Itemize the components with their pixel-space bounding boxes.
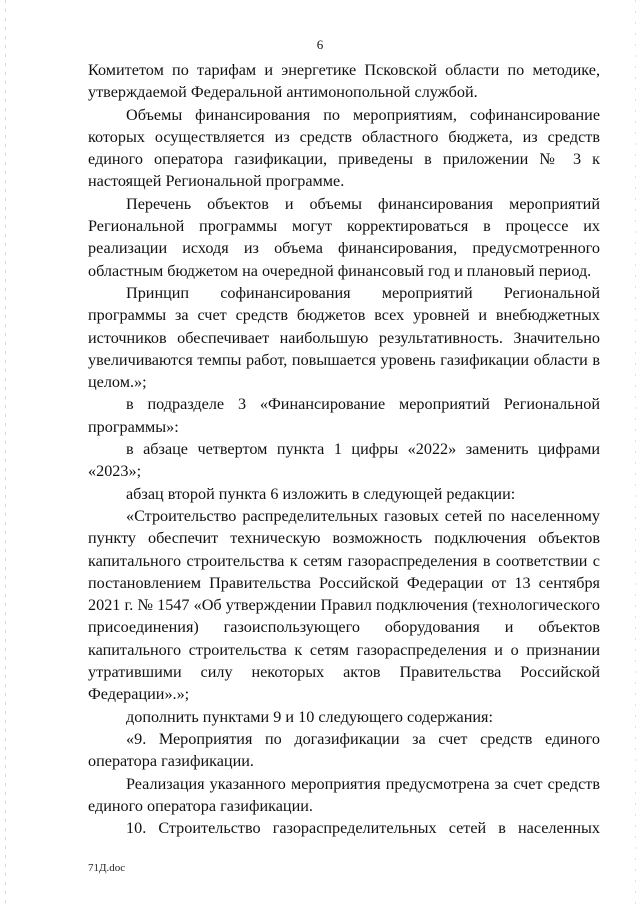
document-body <box>88 59 600 839</box>
scan-edge-left <box>5 0 6 905</box>
paragraph-3: Перечень объектов и объемы финансирования мероприятий Региональной программы могут корректироваться в процессе их реализации исходя из объема финансирования, предусмотренного областным бюджетом на очередной финансовый год и плановый период. <box>88 194 600 280</box>
footer-filename: 71Д.doc <box>88 862 126 874</box>
paragraph-8: «Строительство распределительных газовых сетей по населенному пункту обеспечит техническую возможность подключения объектов капитального строительства к сетям газораспределения в соответствии с постановлением Правительства Российской Федерации от 13 сентября 2021 г. № 1547 «Об утверждении Правил подключения (технологического присоединения) газоиспользующего оборудования и объектов капитального строительства к сетям газораспределения и о признании утратившими силу некоторых актов Правительства Российской Федерации».»; <box>88 506 600 704</box>
paragraph-6: в абзаце четвертом пункта 1 цифры «2022» заменить цифрами «2023»; <box>88 440 600 481</box>
scan-edge-right <box>635 0 636 905</box>
paragraph-4: Принцип софинансирования мероприятий Региональной программы за счет средств бюджетов всех уровней и внебюджетных источников обеспечивает наибольшую результативность. Значительно увеличиваются темпы работ, повышается уровень газификации области в целом.»; <box>88 283 600 392</box>
paragraph-10: «9. Мероприятия по догазификации за счет средств единого оператора газификации. <box>88 729 600 771</box>
paragraph-1: Комитетом по тарифам и энергетике Псковской области по методике, утверждаемой Федеральной антимонопольной службой. <box>88 61 600 102</box>
page-number: 6 <box>316 37 324 52</box>
paragraph-11: Реализация указанного мероприятия предусмотрена за счет средств единого оператора газификации. <box>88 774 600 815</box>
paragraph-7: абзац второй пункта 6 изложить в следующей редакции: <box>126 484 516 503</box>
paragraph-12: 10. Строительство газораспределительных сетей в населенных <box>126 819 600 838</box>
paragraph-9: дополнить пунктами 9 и 10 следующего содержания: <box>126 707 493 726</box>
paragraph-5: в подразделе 3 «Финансирование мероприятий Региональной программы»: <box>88 395 600 436</box>
paragraph-2: Объемы финансирования по мероприятиям, софинансирование которых осуществляется из средств областного бюджета, из средств единого оператора газификации, приведены в приложении № 3 к настоящей Региональной программе. <box>88 105 600 191</box>
